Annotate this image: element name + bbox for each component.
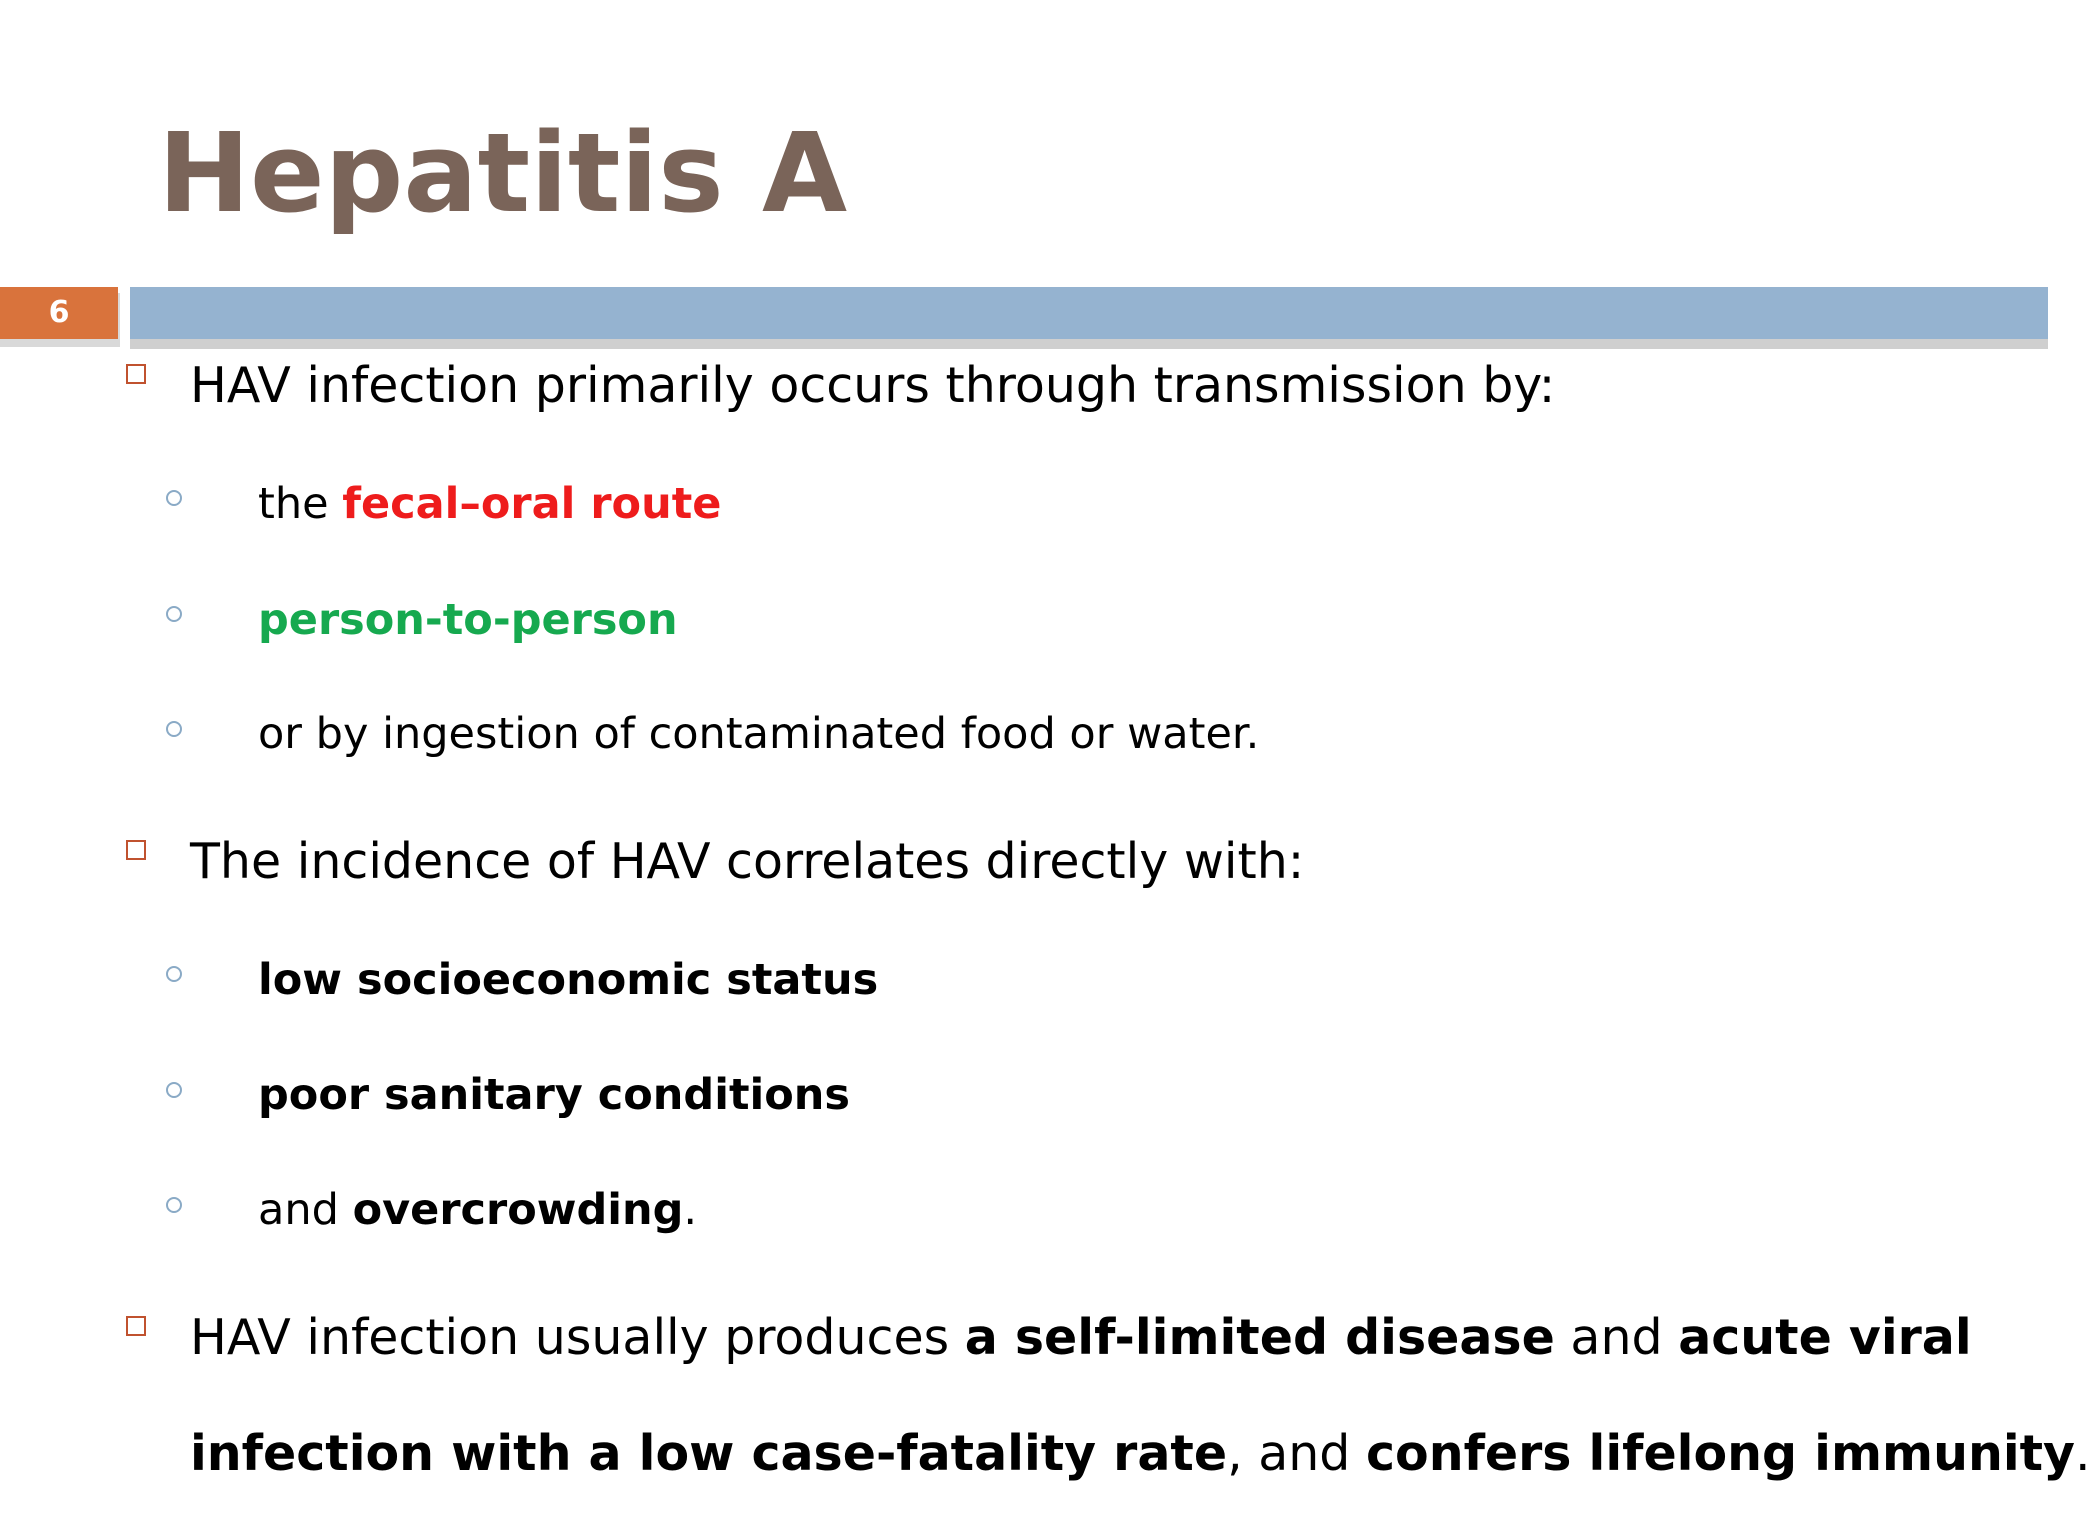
circle-bullet-icon [166, 490, 182, 506]
sub-bullet-suffix: . [683, 1185, 698, 1235]
bullet-text-transmission: HAV infection primarily occurs through transmission by: [190, 357, 1556, 414]
bold-overcrowding: overcrowding [352, 1185, 684, 1235]
circle-bullet-icon [166, 1082, 182, 1098]
sub-bullet-overcrowding [258, 1183, 697, 1237]
sub-bullet-person-to-person [258, 593, 678, 647]
bold-self-limited-disease: a self-limited disease [964, 1309, 1555, 1366]
circle-bullet-icon [166, 966, 182, 982]
slide-title: Hepatitis A [158, 109, 848, 237]
circle-bullet-icon [166, 721, 182, 737]
text-segment: and [1554, 1309, 1679, 1366]
highlight-fecal-oral-route: fecal–oral route [342, 479, 722, 529]
bullet-text-disease-line1 [190, 1308, 1972, 1368]
bold-low-case-fatality: infection with a low case-fatality rate [190, 1425, 1228, 1482]
bullet-text-disease-line2 [190, 1424, 2091, 1484]
header-band [130, 287, 2048, 339]
sub-bullet-ingestion: or by ingestion of contaminated food or water. [258, 709, 1260, 759]
sub-bullet-sanitary: poor sanitary conditions [258, 1070, 850, 1120]
sub-bullet-socioeconomic: low socioeconomic status [258, 955, 879, 1005]
sub-bullet-prefix: and [258, 1185, 353, 1235]
text-segment: , and [1227, 1425, 1366, 1482]
circle-bullet-icon [166, 606, 182, 622]
slide-number: 6 [48, 295, 70, 330]
text-segment: HAV infection usually produces [190, 1309, 965, 1366]
bold-lifelong-immunity: confers lifelong immunity [1366, 1425, 2075, 1482]
bold-acute-viral: acute viral [1678, 1309, 1972, 1366]
highlight-person-to-person: person-to-person [258, 595, 678, 645]
sub-bullet-prefix: the [258, 479, 343, 529]
bullet-text-incidence: The incidence of HAV correlates directly with: [190, 833, 1305, 890]
square-bullet-icon [126, 1316, 146, 1336]
circle-bullet-icon [166, 1197, 182, 1213]
square-bullet-icon [126, 840, 146, 860]
square-bullet-icon [126, 364, 146, 384]
text-segment: . [2075, 1425, 2091, 1482]
sub-bullet-fecal-oral [258, 477, 721, 531]
